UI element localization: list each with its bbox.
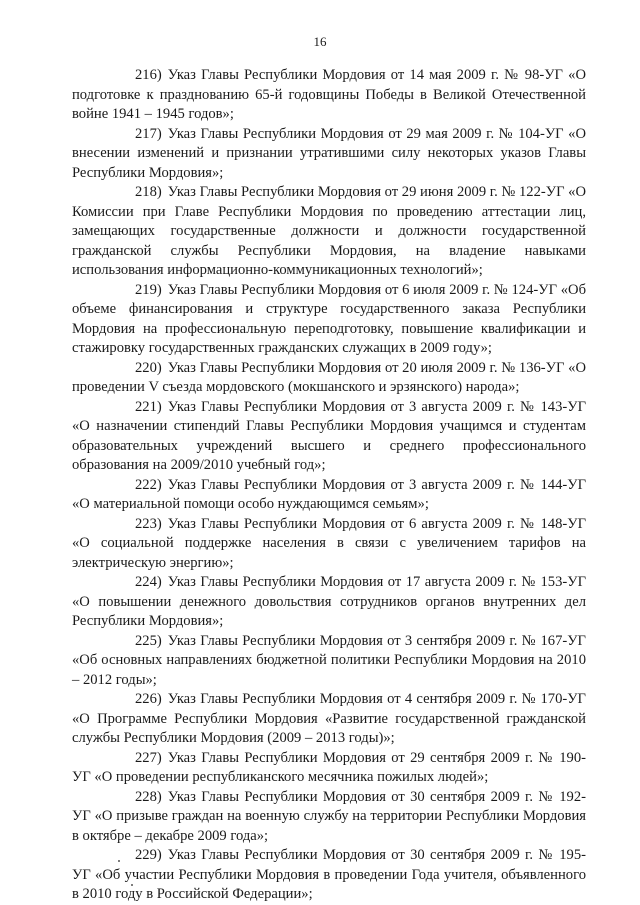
list-item: [72, 476, 586, 515]
item-text: Указ Главы Республики Мордовия от 3 августа 2009 г. № 144-УГ «О материальной помощи особо нуждающимся семьям»;: [72, 476, 586, 512]
item-number: 218): [135, 184, 162, 200]
scan-speck: [118, 860, 120, 862]
item-text: Указ Главы Республики Мордовия от 3 сентября 2009 г. № 167-УГ «Об основных направлениях бюджетной политики Республики Мордовия на 2010 – 2012 годы»;: [72, 632, 586, 688]
item-number: 229): [135, 847, 162, 863]
item-number: 219): [135, 281, 162, 298]
list-item: [72, 573, 586, 632]
list-item: [72, 125, 586, 184]
item-number: 225): [135, 632, 162, 649]
item-number: 227): [135, 749, 162, 766]
list-item: [72, 632, 586, 691]
item-text: Указ Главы Республики Мордовия от 14 мая 2009 г. № 98-УГ «О подготовке к празднованию 65-й годовщины Победы в Великой Отечественной войне 1941 – 1945 годов»;: [72, 67, 586, 122]
item-text: Указ Главы Республики Мордовия от 3 августа 2009 г. № 143-УГ «О назначении стипендий Главы Республики Мордовия учащимся и студентам образовательных учреждений высшего и среднего профессионального образования на 2009/2010 учебный год»;: [72, 398, 586, 473]
item-text: Указ Главы Республики Мордовия от 4 сентября 2009 г. № 170-УГ «О Программе Республики Мордовия «Развитие государственной гражданской службы Республики Мордовия (2009 – 2013 годы)»;: [72, 691, 586, 746]
list-item: [72, 690, 586, 749]
item-number: 217): [135, 125, 162, 142]
list-item: [72, 183, 586, 281]
item-text: Указ Главы Республики Мордовия от 20 июля 2009 г. № 136-УГ «О проведении V съезда мордовского (мокшанского и эрзянского) народа»;: [72, 359, 586, 395]
item-text: Указ Главы Республики Мордовия от 6 июля 2009 г. № 124-УГ «Об объеме финансирования и структуре государственного заказа Республики Мордовия на профессиональную переподготовку, повышение квалификации и стажировку государственных гражданских служащих в 2009 году»;: [72, 281, 586, 356]
item-text: Указ Главы Республики Мордовия от 30 сентября 2009 г. № 195-УГ «Об участии Республики Мордовия в проведении Года учителя, объявленного в 2010 году в Российской Федерации»;: [72, 847, 586, 902]
item-number: 224): [135, 574, 162, 590]
decree-list: [72, 66, 586, 905]
item-text: Указ Главы Республики Мордовия от 17 августа 2009 г. № 153-УГ «О повышении денежного довольствия сотрудников органов внутренних дел Республики Мордовия»;: [72, 574, 586, 629]
list-item: [72, 281, 586, 359]
list-item: [72, 359, 586, 398]
list-item: [72, 749, 586, 788]
item-text: Указ Главы Республики Мордовия от 30 сентября 2009 г. № 192-УГ «О призыве граждан на военную службу на территории Республики Мордовия в октябре – декабре 2009 года»;: [72, 788, 586, 844]
scan-speck: [131, 884, 133, 886]
item-number: 223): [135, 515, 162, 532]
list-item: [72, 788, 586, 847]
list-item: [72, 846, 586, 905]
item-text: Указ Главы Республики Мордовия от 29 мая 2009 г. № 104-УГ «О внесении изменений и признании утратившими силу некоторых указов Главы Республики Мордовия»;: [72, 125, 586, 181]
item-text: Указ Главы Республики Мордовия от 29 июня 2009 г. № 122-УГ «О Комиссии при Главе Республики Мордовия по проведению аттестации лиц, замещающих государственные должности и должности государственной гражданской службы Республики Мордовия, на владение навыками использования информационно-коммуникационных технологий»;: [72, 184, 586, 278]
page-number: 16: [313, 34, 327, 49]
item-number: 220): [135, 359, 162, 376]
item-number: 228): [135, 788, 162, 805]
item-text: Указ Главы Республики Мордовия от 29 сентября 2009 г. № 190-УГ «О проведении республиканского месячника пожилых людей»;: [72, 749, 586, 785]
item-number: 221): [135, 398, 162, 415]
item-text: Указ Главы Республики Мордовия от 6 августа 2009 г. № 148-УГ «О социальной поддержке населения в связи с увеличением тарифов на электрическую энергию»;: [72, 515, 586, 571]
item-number: 226): [135, 691, 162, 707]
list-item: [72, 398, 586, 476]
item-number: 216): [135, 67, 162, 83]
list-item: [72, 66, 586, 125]
list-item: [72, 515, 586, 574]
item-number: 222): [135, 476, 162, 493]
